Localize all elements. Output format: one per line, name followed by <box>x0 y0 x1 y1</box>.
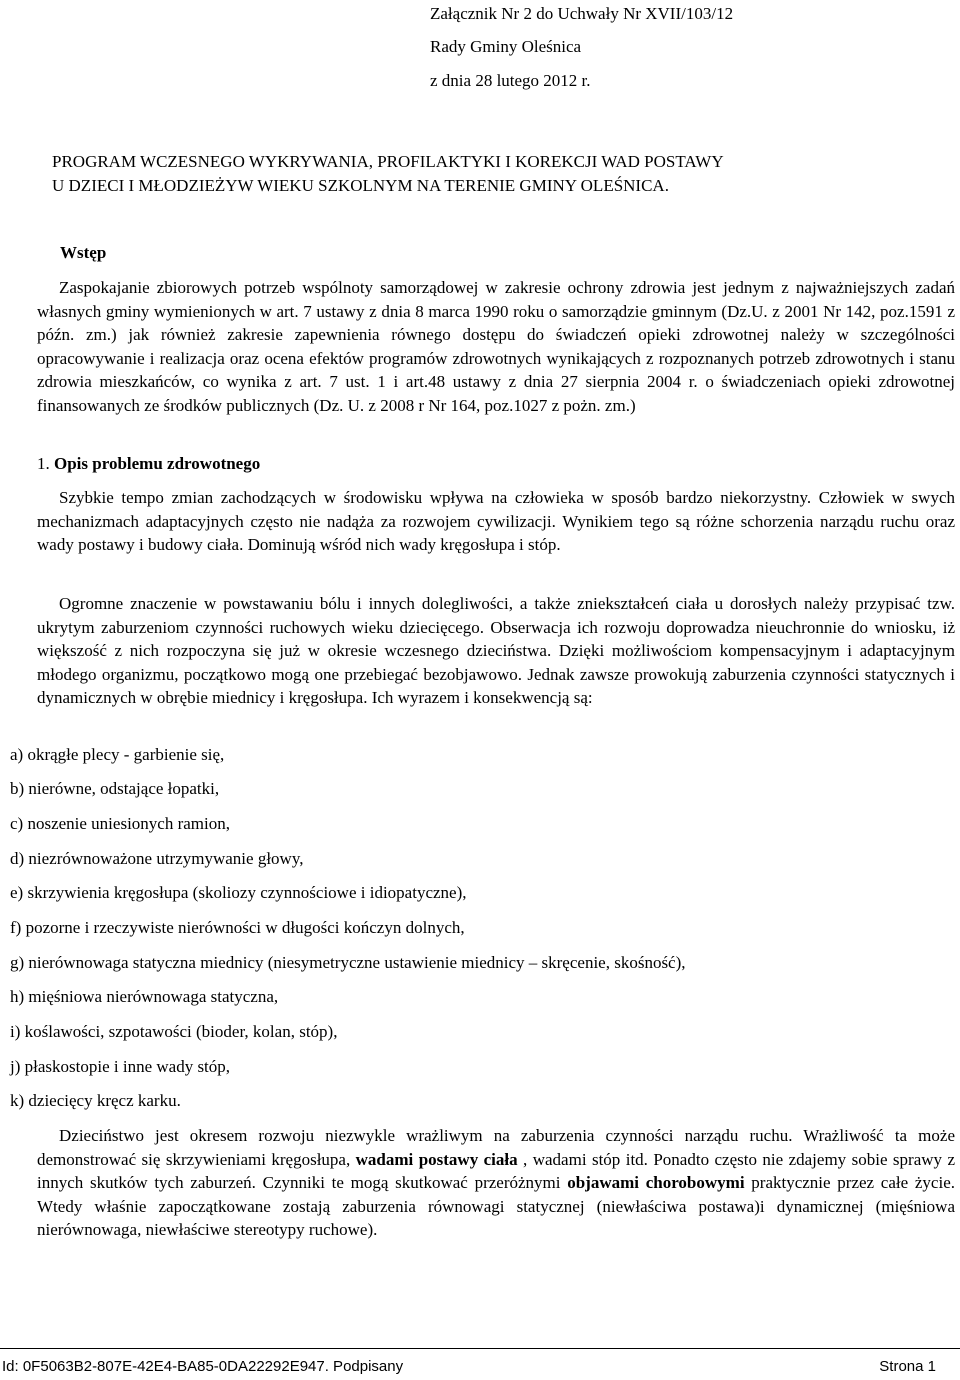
list-item: d) niezrównoważone utrzymywanie głowy, <box>10 849 304 868</box>
list-item: b) nierówne, odstające łopatki, <box>10 779 220 798</box>
title-line-2: U DZIECI I MŁODZIEŻYW WIEKU SZKOLNYM NA TERENIE GMINY OLEŚNICA. <box>52 176 669 195</box>
footer-page-number: Strona 1 <box>879 1358 936 1375</box>
paragraph-3-bold-1: wadami postawy ciała <box>355 1149 518 1169</box>
list-item: i) koślawości, szpotawości (bioder, kolan, stóp), <box>10 1022 338 1041</box>
intro-heading: Wstęp <box>60 243 107 262</box>
section-1-paragraph-3 <box>37 1124 955 1242</box>
list-item: j) płaskostopie i inne wady stóp, <box>10 1057 231 1076</box>
intro-paragraph: Zaspokajanie zbiorowych potrzeb wspólnoty samorządowej w zakresie ochrony zdrowia jest jednym z najważniejszych zadań własnych gminy wymienionych w art. 7 ustawy z dnia 8 marca 1990 roku o samorządzie gminnym (Dz.U. z 2001 Nr 142, poz.1591 z późn. zm.) jak również zakresie zapewnienia równego dostępu do świadczeń opieki zdrowotnej należy w szczególności opracowywanie i realizacja oraz ocena efektów programów zdrowotnych wynikających z rozpoznanych potrzeb zdrowotnych i stanu zdrowia mieszkańców, co wynika z art. 7 ust. 1 i art.48 ustawy z dnia 27 sierpnia 2004 r. o świadczeniach opieki zdrowotnej finansowanych ze środków publicznych (Dz. U. z 2008 r Nr 164, poz.1027 z pożn. zm.) <box>37 278 955 415</box>
section-1-heading <box>37 454 260 474</box>
list-item: h) mięśniowa nierównowaga statyczna, <box>10 987 279 1006</box>
document-title <box>52 150 932 198</box>
paragraph-3-text-a: Dzieciństwo jest okresem rozwoju niezwykle wrażliwym na zaburzenia czynności narządu ruchu. Wrażliwość ta może demonstrować się skrzywieniami kręgosłupa, <box>37 1126 955 1169</box>
header-line-2: Rady Gminy Oleśnica <box>430 37 582 56</box>
paragraph-3-text-c: , wadami stóp itd. Ponadto często nie zdajemy sobie sprawy z innych skutków tych zaburzeń. Czynniki te mogą skutkować przeróżnymi <box>37 1149 955 1193</box>
list-item: f) pozorne i rzeczywiste nierówności w długości kończyn dolnych, <box>10 918 465 937</box>
section-1-paragraph-2: Ogromne znaczenie w powstawaniu bólu i innych dolegliwości, a także zniekształceń ciała u dorosłych należy przypisać tzw. ukrytym zaburzeniom czynności ruchowych wieku dziecięcego. Obserwacja ich rozwoju doprowadza nieuchronnie do wniosku, iż większość z nich rozpoczyna się już w okresie wczesnego dzieciństwa. Dzięki możliwościom kompensacyjnym i adaptacyjnym młodego organizmu, początkowo mogą one przebiegać bezobjawowo. Jednak zawsze prowokują zaburzenia czynności statycznych i dynamicznych w obrębie miednicy i kręgosłupa. Ich wyrazem i konsekwencją są: <box>37 594 955 708</box>
list-item: e) skrzywienia kręgosłupa (skoliozy czynnościowe i idiopatyczne), <box>10 883 467 902</box>
section-1-paragraph-1: Szybkie tempo zmian zachodzących w środowisku wpływa na człowieka w sposób bardzo niekorzystny. Człowiek w swych mechanizmach adaptacyjnych często nie nadąża za rozwojem cywilizacji. Wynikiem tego są różne schorzenia narządu ruchu oraz wady postawy i budowy ciała. Dominują wśród nich wady kręgosłupa i stóp. <box>37 488 955 555</box>
paragraph-3-bold-2: objawami chorobowymi <box>567 1173 745 1193</box>
footer-document-id: Id: 0F5063B2-807E-42E4-BA85-0DA22292E947. Podpisany <box>2 1358 404 1375</box>
list-item: g) nierównowaga statyczna miednicy (niesymetryczne ustawienie miednicy – skręcenie, skośność), <box>10 953 686 972</box>
paragraph-3-text-d: praktycznie przez całe życie. Wtedy właśnie zapoczątkowane zostają zaburzenia równowagi statycznej (niewłaściwa postawa)i dynamicznej (mięśniowa nierównowaga, niewłaściwe stereotypy ruchowe). <box>37 1173 955 1240</box>
header-line-1: Załącznik Nr 2 do Uchwały Nr XVII/103/12 <box>430 4 734 23</box>
title-line-1: PROGRAM WCZESNEGO WYKRYWANIA, PROFILAKTYKI I KOREKCJI WAD POSTAWY <box>52 152 724 171</box>
section-1-number: 1. <box>37 454 50 473</box>
list-item: k) dziecięcy kręcz karku. <box>10 1091 181 1110</box>
list-item: c) noszenie uniesionych ramion, <box>10 814 230 833</box>
footer-divider <box>0 1348 960 1349</box>
section-1-title: Opis problemu zdrowotnego <box>54 454 261 473</box>
list-item: a) okrągłe plecy - garbienie się, <box>10 745 225 764</box>
header-line-3: z dnia 28 lutego 2012 r. <box>430 71 591 90</box>
